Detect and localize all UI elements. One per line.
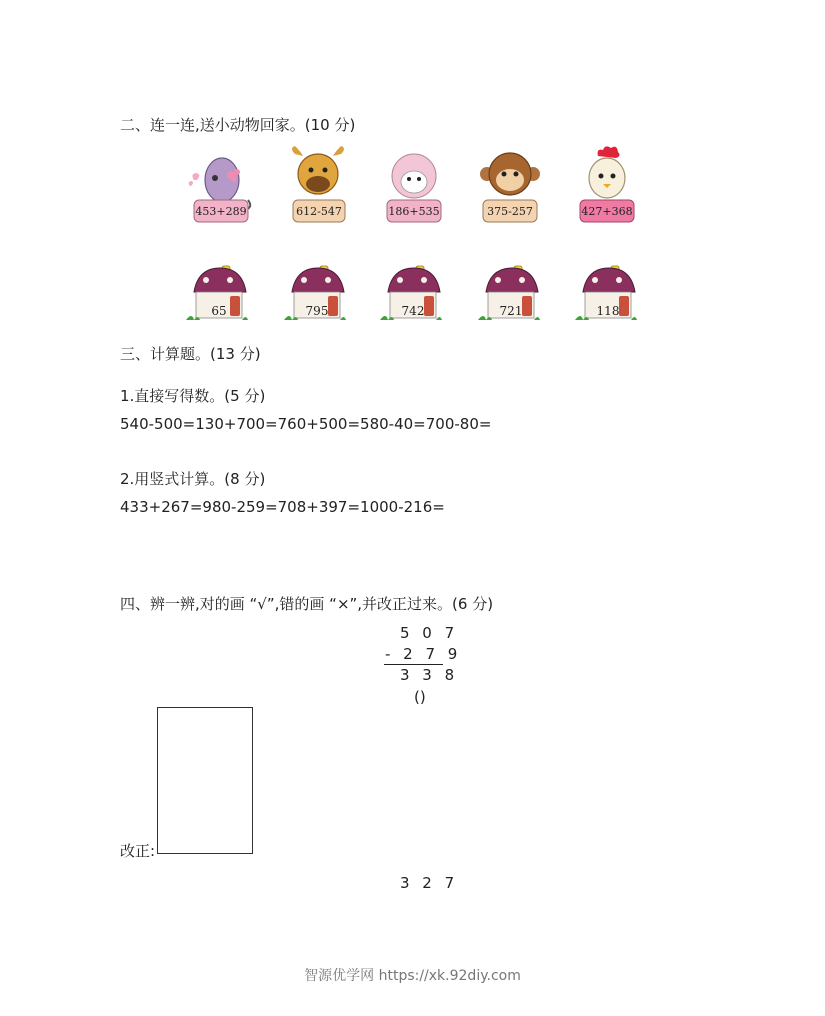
section2-title: 二、连一连,送小动物回家。(10 分)	[120, 116, 356, 134]
house-card[interactable]	[284, 264, 348, 322]
vertical-minuend: 5 0 7	[400, 624, 459, 642]
house-card[interactable]	[575, 264, 639, 322]
section4-title: 四、辨一辨,对的画 “√”,错的画 “×”,并改正过来。(6 分)	[120, 595, 494, 613]
house-number: 795	[305, 304, 329, 318]
cow-expression: 612-547	[296, 205, 342, 218]
house-card[interactable]	[380, 264, 444, 322]
house-number: 118	[596, 304, 620, 318]
rooster-animal-card[interactable]	[574, 146, 640, 222]
part1-title: 1.直接写得数。(5 分)	[120, 387, 266, 405]
egg-expression: 453+289	[195, 205, 247, 218]
monkey-expression: 375-257	[487, 205, 533, 218]
house-card[interactable]	[478, 264, 542, 322]
cow-animal-card[interactable]	[285, 146, 351, 222]
vertical-rule	[384, 664, 443, 665]
part1-equations: 540-500=130+700=760+500=580-40=700-80=	[120, 415, 492, 433]
correction-label: 改正:	[120, 842, 156, 860]
part2-title: 2.用竖式计算。(8 分)	[120, 470, 266, 488]
sheep-animal-card[interactable]	[381, 150, 447, 226]
house-number: 65	[211, 304, 227, 318]
footer-watermark[interactable]: 智源优学网 https://xk.92diy.com	[304, 968, 521, 984]
part2-equations: 433+267=980-259=708+397=1000-216=	[120, 498, 445, 516]
bottom-number: 3 2 7	[400, 874, 459, 892]
rooster-expression: 427+368	[581, 205, 633, 218]
correction-box[interactable]	[157, 707, 253, 854]
sheep-expression: 186+535	[388, 205, 440, 218]
egg-animal-card[interactable]	[188, 150, 254, 226]
vertical-result: 3 3 8	[400, 666, 459, 684]
section3-title: 三、计算题。(13 分)	[120, 345, 261, 363]
judge-parentheses[interactable]: ()	[414, 688, 426, 706]
vertical-subtrahend: - 2 7 9	[385, 645, 462, 663]
house-number: 742	[401, 304, 425, 318]
monkey-animal-card[interactable]	[477, 150, 543, 226]
house-number: 721	[499, 304, 523, 318]
house-card[interactable]	[186, 264, 250, 322]
